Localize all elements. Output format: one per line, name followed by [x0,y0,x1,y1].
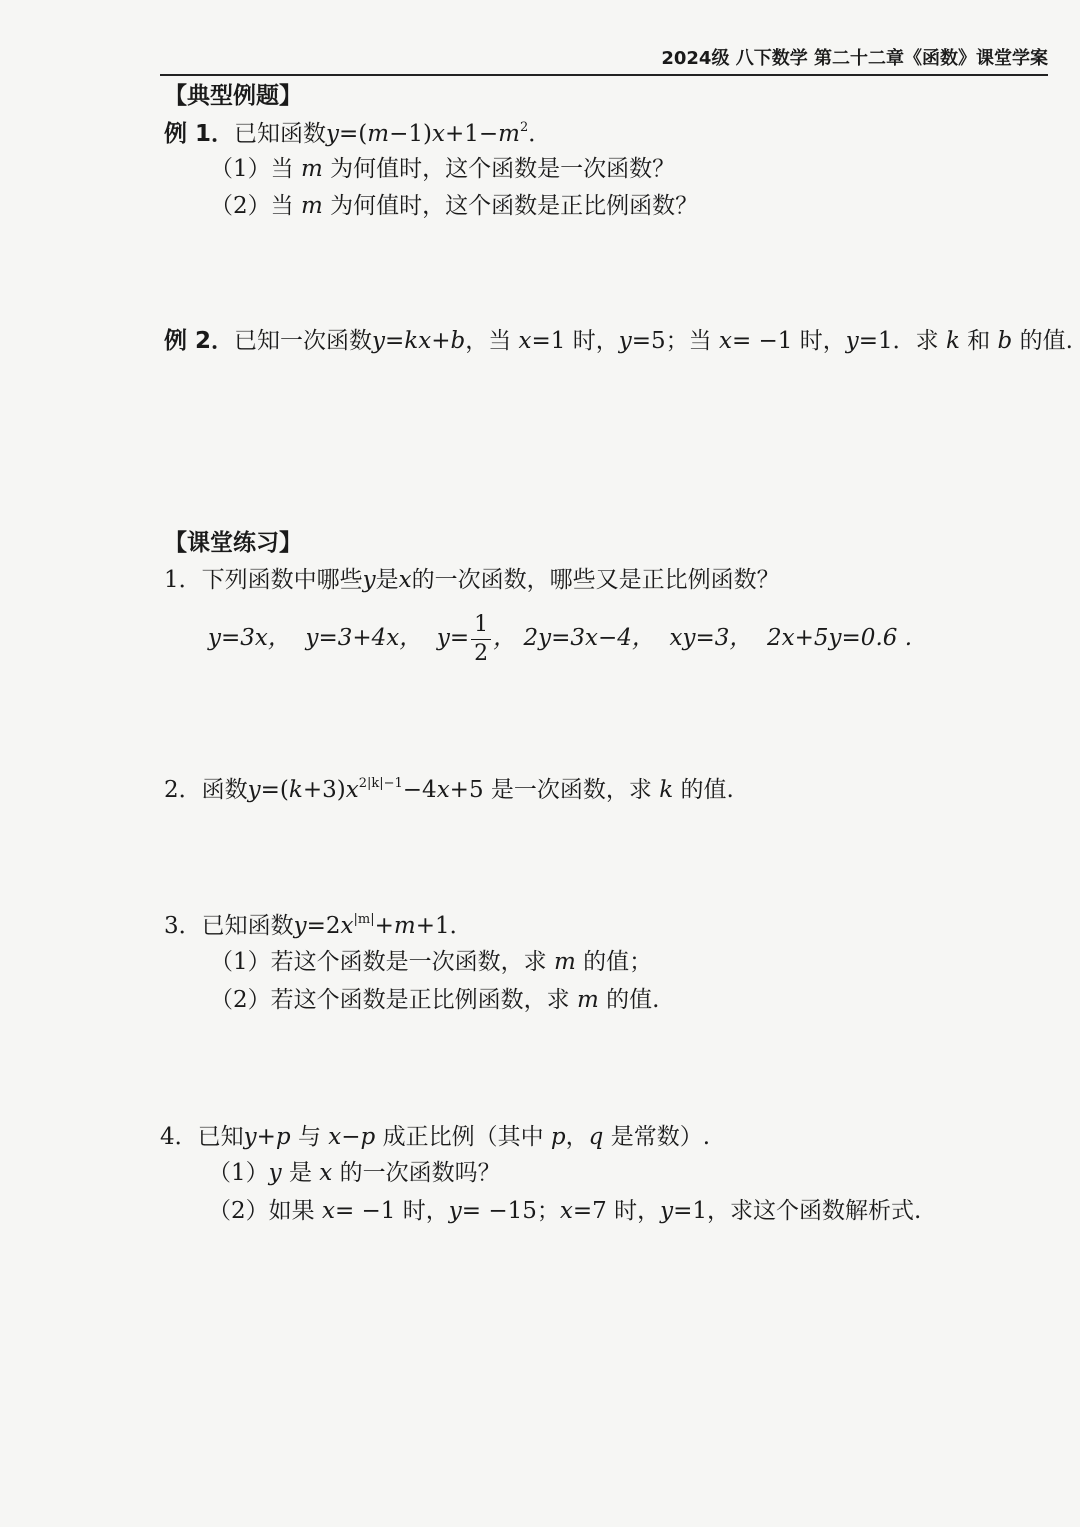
practice-3-question-1: （1）若这个函数是一次函数，求 m 的值； [210,949,653,975]
example-label: 例 1． [164,121,235,147]
example-1-stem: 例 1．已知函数$y=(m-1)x+1-m^2$． [164,120,552,147]
section-title-practice: 【课堂练习】 [164,530,302,556]
page-header: 2024级 八下数学 第二十二章《函数》课堂学案 [160,44,1048,76]
practice-1-stem: 1．下列函数中哪些y是x的一次函数，哪些又是正比例函数？ [164,567,780,593]
example-2-stem: 例 2．已知一次函数y=kx+b，当 x=1 时，y=5；当 x= −1 时，y=1．求 k 和 b 的值. [164,328,1073,354]
example-1-question-1: （1）当 m 为何值时，这个函数是一次函数？ [210,156,676,182]
example-label: 例 2． [164,328,235,354]
practice-3-stem: 3．已知函数$y=2x^{|m|}+m+1$． [164,912,473,939]
example-1-question-2: （2）当 m 为何值时，这个函数是正比例函数？ [210,193,699,219]
practice-1-formulas: y=3x， y=3+4x， y= $\frac{1}{2}$ ， 2y=3x−4， xy=3， 2x+5y=0.6 . [208,611,913,666]
practice-4-question-2: （2）如果 x= −1 时，y= −15；x=7 时，y=1，求这个函数解析式. [208,1198,922,1224]
practice-3-question-2: （2）若这个函数是正比例函数，求 m 的值. [210,987,660,1013]
practice-4-question-1: （1）y 是 x 的一次函数吗？ [208,1160,501,1186]
fraction: $\frac{1}{2}$ [471,611,491,668]
practice-2-stem: 2．函数$y=(k+3)x^{2|k|-1}-4x+5$ 是一次函数，求 k 的值. [164,776,734,803]
practice-4-stem: 4．已知y+p 与 x−p 成正比例（其中 p，q 是常数）. [160,1124,710,1150]
section-title-examples: 【典型例题】 [164,83,302,109]
